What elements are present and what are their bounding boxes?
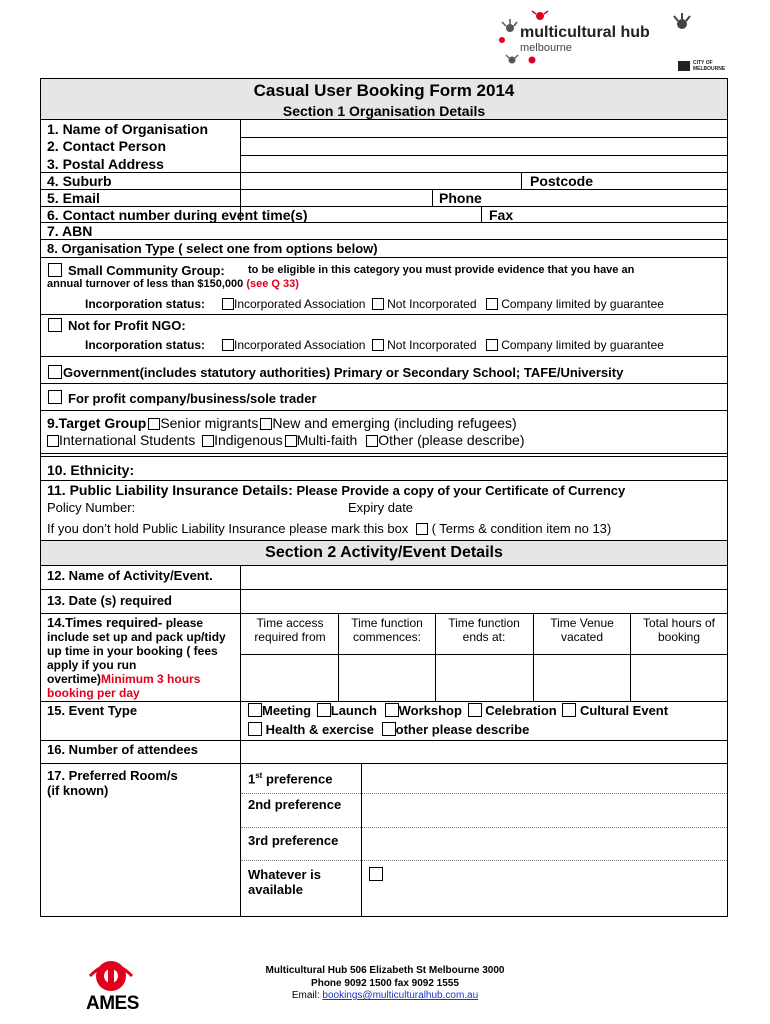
time-col-1: Time access required from [254,616,326,644]
date-required-field[interactable] [241,590,727,612]
ames-emblem-icon [80,958,142,994]
pref-3-label: 3rd preference [248,833,339,848]
q8-label: 8. Organisation Type ( select one from options below) [47,241,378,256]
suburb-field[interactable] [241,173,520,188]
q13-label: 13. Date (s) required [47,593,172,608]
time-vacated-field[interactable] [534,655,629,700]
pref-2-field[interactable] [362,794,726,826]
total-hours-field[interactable] [631,655,726,700]
time-col-3: Time function ends at: [448,616,520,644]
footer-email-row: Email: bookings@multiculturalhub.com.au [291,990,479,1001]
q17-label: 17. Preferred Room/s (if known) [47,768,178,798]
ames-text: AMES [86,993,139,1014]
incorp-options-1: Incorporated Association Not Incorporated Company limited by guarantee [222,297,664,311]
celebration-checkbox[interactable] [468,703,482,717]
q11-row: 11. Public Liability Insurance Details: Please Provide a copy of your Certificate of Currency [47,482,626,498]
postcode-label: Postcode [530,173,594,189]
phone-label: Phone [439,190,482,206]
q16-label: 16. Number of attendees [47,742,198,757]
q14-label: 14.Times required- please include set up and pack up/tidy up time in your booking ( fees apply if you run overtime)Minimum 3 hours booking per day [47,615,226,700]
footer-address: Multicultural Hub 506 Elizabeth St Melbourne 3000 [265,965,505,976]
nfp-checkbox[interactable] [48,318,62,332]
logo-title: multicultural hub [520,24,650,41]
section-2-heading: Section 2 Activity/Event Details [265,544,503,561]
section-1-heading: Section 1 Organisation Details [282,103,486,119]
policy-number-label: Policy Number: [47,500,136,515]
incorp-status-label-2: Incorporation status: [85,338,206,352]
form-title: Casual User Booking Form 2014 [253,81,515,100]
time-ends-field[interactable] [436,655,532,700]
time-col-2: Time function commences: [351,616,423,644]
attendees-field[interactable] [241,741,727,763]
pref-1-field[interactable] [362,764,726,792]
incorporated-checkbox-2[interactable] [222,339,234,351]
time-col-4: Time Venue vacated [550,616,614,644]
pref-1-label: 1st preference [248,771,333,787]
international-students-checkbox[interactable] [47,435,59,447]
contact-person-field[interactable] [241,138,727,155]
small-community-note-2: annual turnover of less than $150,000 (see Q 33) [47,278,299,290]
postal-address-field[interactable] [241,156,727,172]
fax-label: Fax [489,207,514,223]
company-guarantee-checkbox-2[interactable] [486,339,498,351]
government-checkbox[interactable] [48,365,62,379]
event-type-row-1: Meeting Launch Workshop Celebration Cultural Event [248,703,668,718]
pref-4-label: Whatever is available [248,867,321,897]
incorp-status-label-1: Incorporation status: [85,297,206,311]
workshop-checkbox[interactable] [385,703,399,717]
whatever-available-checkbox[interactable] [369,867,383,881]
meeting-checkbox[interactable] [248,703,262,717]
q3-label: 3. Postal Address [47,156,164,172]
small-community-note: to be eligible in this category you must provide evidence that you have an [248,264,635,276]
email-link[interactable]: bookings@multiculturalhub.com.au [322,990,479,1001]
event-type-row-2: Health & exercise other please describe [248,722,529,737]
footer-phone: Phone 9092 1500 fax 9092 1555 [311,978,459,989]
expiry-date-label: Expiry date [348,500,414,515]
multicultural-hub-logo [498,10,746,72]
health-exercise-checkbox[interactable] [248,722,262,736]
time-commences-field[interactable] [339,655,434,700]
government-label: Government(includes statutory authorities) Primary or Secondary School; TAFE/University [63,365,624,380]
q4-label: 4. Suburb [47,173,112,189]
small-community-checkbox[interactable] [48,263,62,277]
multi-faith-checkbox[interactable] [285,435,297,447]
nfp-label: Not for Profit NGO: [68,318,186,333]
organisation-name-field[interactable] [241,120,727,137]
company-guarantee-checkbox-1[interactable] [486,298,498,310]
indigenous-checkbox[interactable] [202,435,214,447]
city-of-melbourne-logo: CITY OF MELBOURNE [678,60,738,74]
no-pli-checkbox[interactable] [416,523,428,535]
target-group: 9.Target Group Senior migrants New and emerging (including refugees) [47,415,517,431]
pref-2-label: 2nd preference [248,797,342,812]
logo-subtitle: melbourne [520,42,572,54]
q5-label: 5. Email [47,190,100,206]
email-field[interactable] [241,190,431,205]
not-incorporated-checkbox-2[interactable] [372,339,384,351]
for-profit-checkbox[interactable] [48,390,62,404]
time-col-5: Total hours of booking [642,616,716,644]
q10-label: 10. Ethnicity: [47,462,135,478]
pref-3-field[interactable] [362,828,726,859]
target-group-row-2: International Students Indigenous Multi-faith Other (please describe) [47,432,525,448]
new-emerging-checkbox[interactable] [260,418,272,430]
no-pli-row: If you don’t hold Public Liability Insurance please mark this box ( Terms & condition item no 13) [47,521,612,536]
q15-label: 15. Event Type [47,703,138,718]
not-incorporated-checkbox-1[interactable] [372,298,384,310]
cultural-event-checkbox[interactable] [562,703,576,717]
q2-label: 2. Contact Person [47,138,167,154]
q12-label: 12. Name of Activity/Event. [47,568,213,583]
ames-logo [80,958,142,1014]
incorporated-checkbox-1[interactable] [222,298,234,310]
launch-checkbox[interactable] [317,703,331,717]
incorp-options-2: Incorporated Association Not Incorporated Company limited by guarantee [222,338,664,352]
q7-label: 7. ABN [47,223,93,239]
senior-migrants-checkbox[interactable] [148,418,160,430]
q6-label: 6. Contact number during event time(s) [47,207,308,223]
small-community-label: Small Community Group: [68,263,225,278]
q1-label: 1. Name of Organisation [47,121,209,137]
other-event-checkbox[interactable] [382,722,396,736]
event-name-field[interactable] [241,566,727,588]
other-target-checkbox[interactable] [366,435,378,447]
for-profit-label: For profit company/business/sole trader [68,391,317,406]
time-access-field[interactable] [241,655,337,700]
